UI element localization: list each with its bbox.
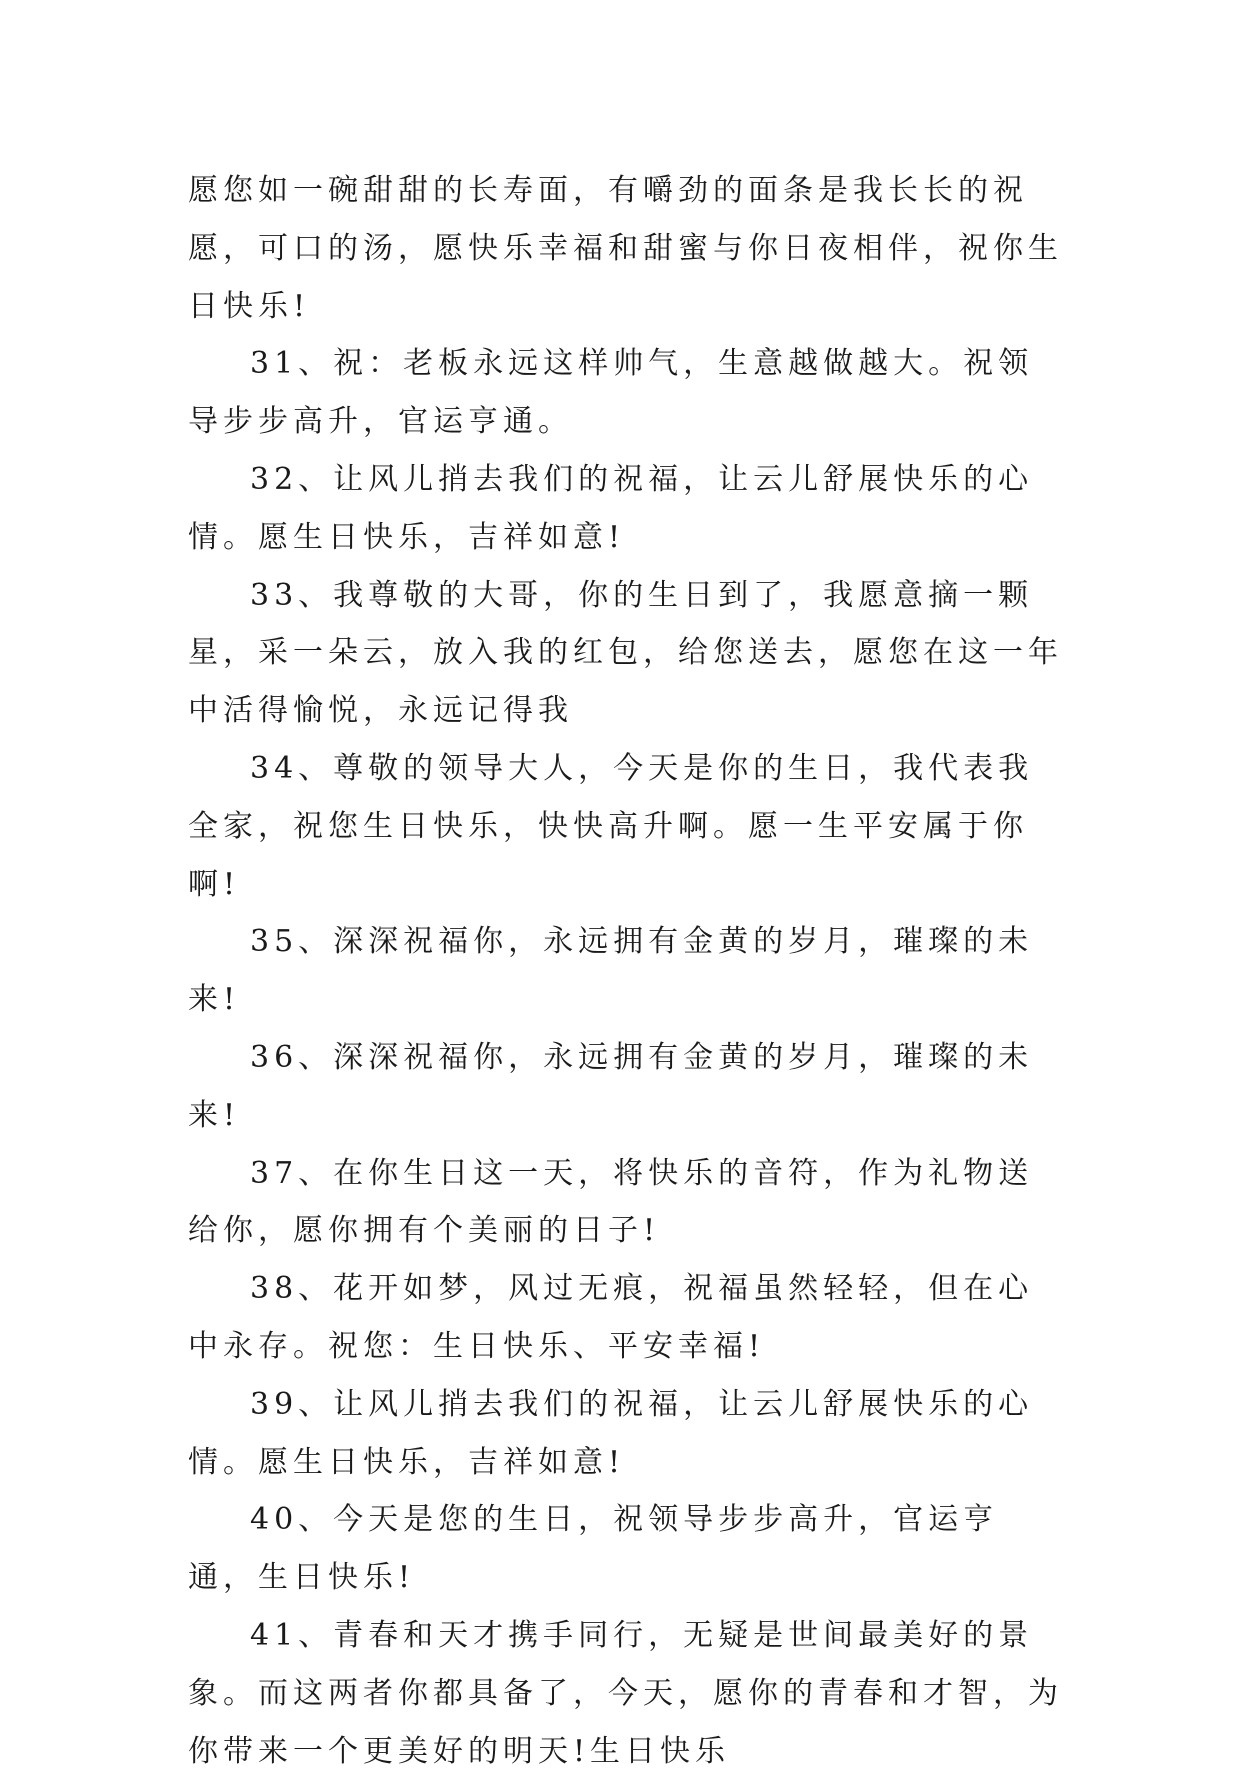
paragraph-32: 32、让风儿捎去我们的祝福，让云儿舒展快乐的心情。愿生日快乐，吉祥如意! [188,461,1034,555]
paragraph-37: 37、在你生日这一天，将快乐的音符，作为礼物送给你，愿你拥有个美丽的日子! [188,1155,1034,1249]
paragraph-34: 34、尊敬的领导大人，今天是你的生日，我代表我全家，祝您生日快乐，快快高升啊。愿一生平安属于你啊! [188,750,1034,902]
paragraph-35: 35、深深祝福你，永远拥有金黄的岁月，璀璨的未来! [188,924,1034,1018]
document-body [188,162,1068,1780]
paragraph-38: 38、花开如梦，风过无痕，祝福虽然轻轻，但在心中永存。祝您：生日快乐、平安幸福! [188,1271,1034,1364]
paragraph-36: 36、深深祝福你，永远拥有金黄的岁月，璀璨的未来! [188,1039,1034,1133]
paragraph-39: 39、让风儿捎去我们的祝福，让云儿舒展快乐的心情。愿生日快乐，吉祥如意! [188,1386,1034,1480]
paragraph-41: 41、青春和天才携手同行，无疑是世间最美好的景象。而这两者你都具备了，今天，愿你的青春和才智，为你带来一个更美好的明天!生日快乐 [188,1617,1063,1769]
paragraph-31: 31、祝：老板永远这样帅气，生意越做越大。祝领导步步高升，官运亨通。 [188,346,1034,440]
paragraph-33: 33、我尊敬的大哥，你的生日到了，我愿意摘一颗星，采一朵云，放入我的红包，给您送去，愿您在这一年中活得愉悦，永远记得我 [188,577,1063,729]
paragraph-40: 40、今天是您的生日，祝领导步步高升，官运亨通，生日快乐! [188,1502,999,1596]
paragraph-intro: 愿您如一碗甜甜的长寿面，有嚼劲的面条是我长长的祝愿，可口的汤，愿快乐幸福和甜蜜与你日夜相伴，祝你生日快乐! [188,173,1063,324]
